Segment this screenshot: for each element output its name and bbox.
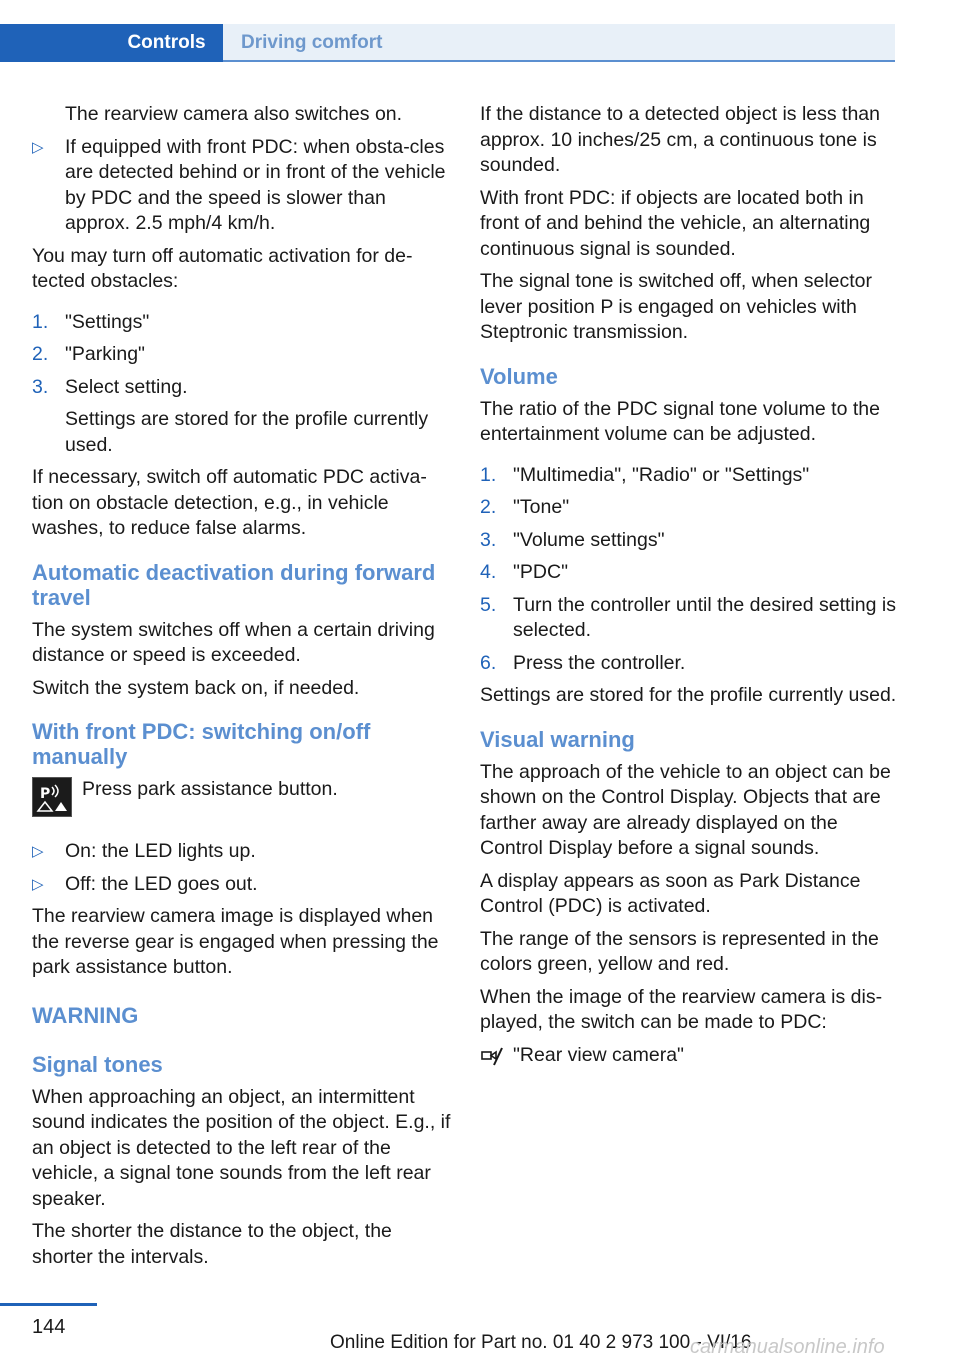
footer-rule <box>0 1303 97 1306</box>
step-number: 2. <box>32 343 49 365</box>
edition-note: Online Edition for Part no. 01 40 2 973 100 - VI/16 <box>330 1332 752 1353</box>
paragraph: With front PDC: if objects are located both in front of and behind the vehicle, an alternating continuous signal is sounded. <box>480 186 871 260</box>
heading-warning: WARNING <box>32 1002 139 1028</box>
list-item-text: Off: the LED goes out. <box>65 872 258 895</box>
park-assistance-button-icon <box>32 777 72 817</box>
list-item <box>32 342 452 368</box>
paragraph: The ratio of the PDC signal tone volume to the entertainment volume can be adjusted. <box>480 397 880 445</box>
paragraph: The rearview camera image is displayed when the reverse gear is engaged when pressing the park assistance button. <box>32 905 439 978</box>
paragraph: The signal tone is switched off, when selector lever position P is engaged on vehicles with Steptronic transmission. <box>480 270 873 343</box>
right-column <box>480 102 900 1077</box>
step-number: 1. <box>32 310 49 333</box>
paragraph: When the image of the rearview camera is dis-played, the switch can be made to PDC: <box>480 985 883 1033</box>
left-column <box>32 102 452 1277</box>
heading-volume: Volume <box>480 363 558 389</box>
list-item <box>480 495 900 521</box>
step-number: 1. <box>480 463 497 486</box>
step-note: Settings are stored for the profile currently used. <box>65 408 429 456</box>
page-header <box>0 24 895 62</box>
list-item <box>32 310 452 336</box>
step-text: Turn the controller until the desired setting is selected. <box>513 593 896 641</box>
park-assist-row <box>32 777 452 823</box>
step-text: Press the controller. <box>513 651 686 674</box>
triangle-bullet-icon: ▷ <box>32 843 44 860</box>
heading-front-pdc: With front PDC: switching on/off manually <box>32 719 371 769</box>
header-rule <box>223 60 895 62</box>
heading-auto-deactivation: Automatic deactivation during forward travel <box>32 559 436 610</box>
triangle-bullet-icon: ▷ <box>32 875 44 893</box>
list-item <box>32 135 452 237</box>
step-text: "PDC" <box>513 561 569 583</box>
list-item <box>32 872 452 898</box>
paragraph: If necessary, switch off automatic PDC activa-tion on obstacle detection, e.g., in vehicle washes, to reduce false alarms. <box>32 466 427 539</box>
heading-signal-tones: Signal tones <box>32 1051 163 1077</box>
step-text: "Tone" <box>513 496 570 518</box>
list-item-text: If equipped with front PDC: when obsta-cles are detected behind or in front of the vehicle by PDC and the speed is slower than approx. 2.5 mph/4 km/h. <box>65 135 446 234</box>
watermark: carmanualsonline.info <box>690 1336 885 1358</box>
paragraph: The shorter the distance to the object, the shorter the intervals. <box>32 1220 392 1268</box>
step-number: 6. <box>480 651 497 674</box>
step-text: "Parking" <box>65 343 145 365</box>
paragraph: The system switches off when a certain driving distance or speed is exceeded. <box>32 618 435 666</box>
step-text: Select setting. <box>65 375 188 398</box>
tab-driving-comfort[interactable] <box>223 24 895 62</box>
step-number: 3. <box>32 375 49 398</box>
triangle-bullet-icon: ▷ <box>32 138 44 156</box>
list-item <box>480 560 900 586</box>
list-item <box>480 528 900 554</box>
rear-view-camera-label: "Rear view camera" <box>513 1043 684 1066</box>
step-number: 5. <box>480 593 497 616</box>
paragraph: Switch the system back on, if needed. <box>32 676 360 699</box>
paragraph: When approaching an object, an intermittent sound indicates the position of the object. E.g., if an object is detected to the left rear of the vehicle, a signal tone sounds from the left rear speaker. <box>32 1085 451 1210</box>
paragraph: The approach of the vehicle to an object can be shown on the Control Display. Objects that are farther away are already displayed on the Control Display before a signal sounds. <box>480 760 891 859</box>
rear-view-camera-row <box>480 1043 900 1069</box>
step-text: "Settings" <box>65 310 150 333</box>
heading-visual-warning: Visual warning <box>480 726 635 752</box>
svg-text:P: P <box>40 786 51 802</box>
paragraph: The range of the sensors is represented in the colors green, yellow and red. <box>480 927 879 975</box>
paragraph: You may turn off automatic activation for de-tected obstacles: <box>32 244 413 292</box>
list-item <box>480 463 900 489</box>
paragraph: The rearview camera also switches on. <box>65 103 403 125</box>
list-item <box>32 375 452 401</box>
page-number: 144 <box>32 1316 66 1338</box>
list-item <box>32 839 452 865</box>
paragraph: A display appears as soon as Park Distance Control (PDC) is activated. <box>480 869 861 917</box>
step-text: "Multimedia", "Radio" or "Settings" <box>513 463 810 486</box>
tab-controls-label: Controls <box>127 32 206 53</box>
step-number: 4. <box>480 561 497 583</box>
list-item <box>480 593 900 644</box>
tab-driving-comfort-label: Driving comfort <box>241 32 383 53</box>
step-text: "Volume settings" <box>513 528 665 551</box>
list-item-text: On: the LED lights up. <box>65 840 256 862</box>
list-item <box>480 651 900 677</box>
rear-view-camera-icon <box>480 1045 506 1067</box>
tab-controls[interactable] <box>0 24 223 62</box>
press-button-text: Press park assistance button. <box>82 778 338 800</box>
paragraph: If the distance to a detected object is less than approx. 10 inches/25 cm, a continuous tone is sounded. <box>480 103 880 176</box>
step-number: 3. <box>480 528 497 551</box>
step-number: 2. <box>480 496 497 518</box>
paragraph: Settings are stored for the profile currently used. <box>480 684 897 706</box>
